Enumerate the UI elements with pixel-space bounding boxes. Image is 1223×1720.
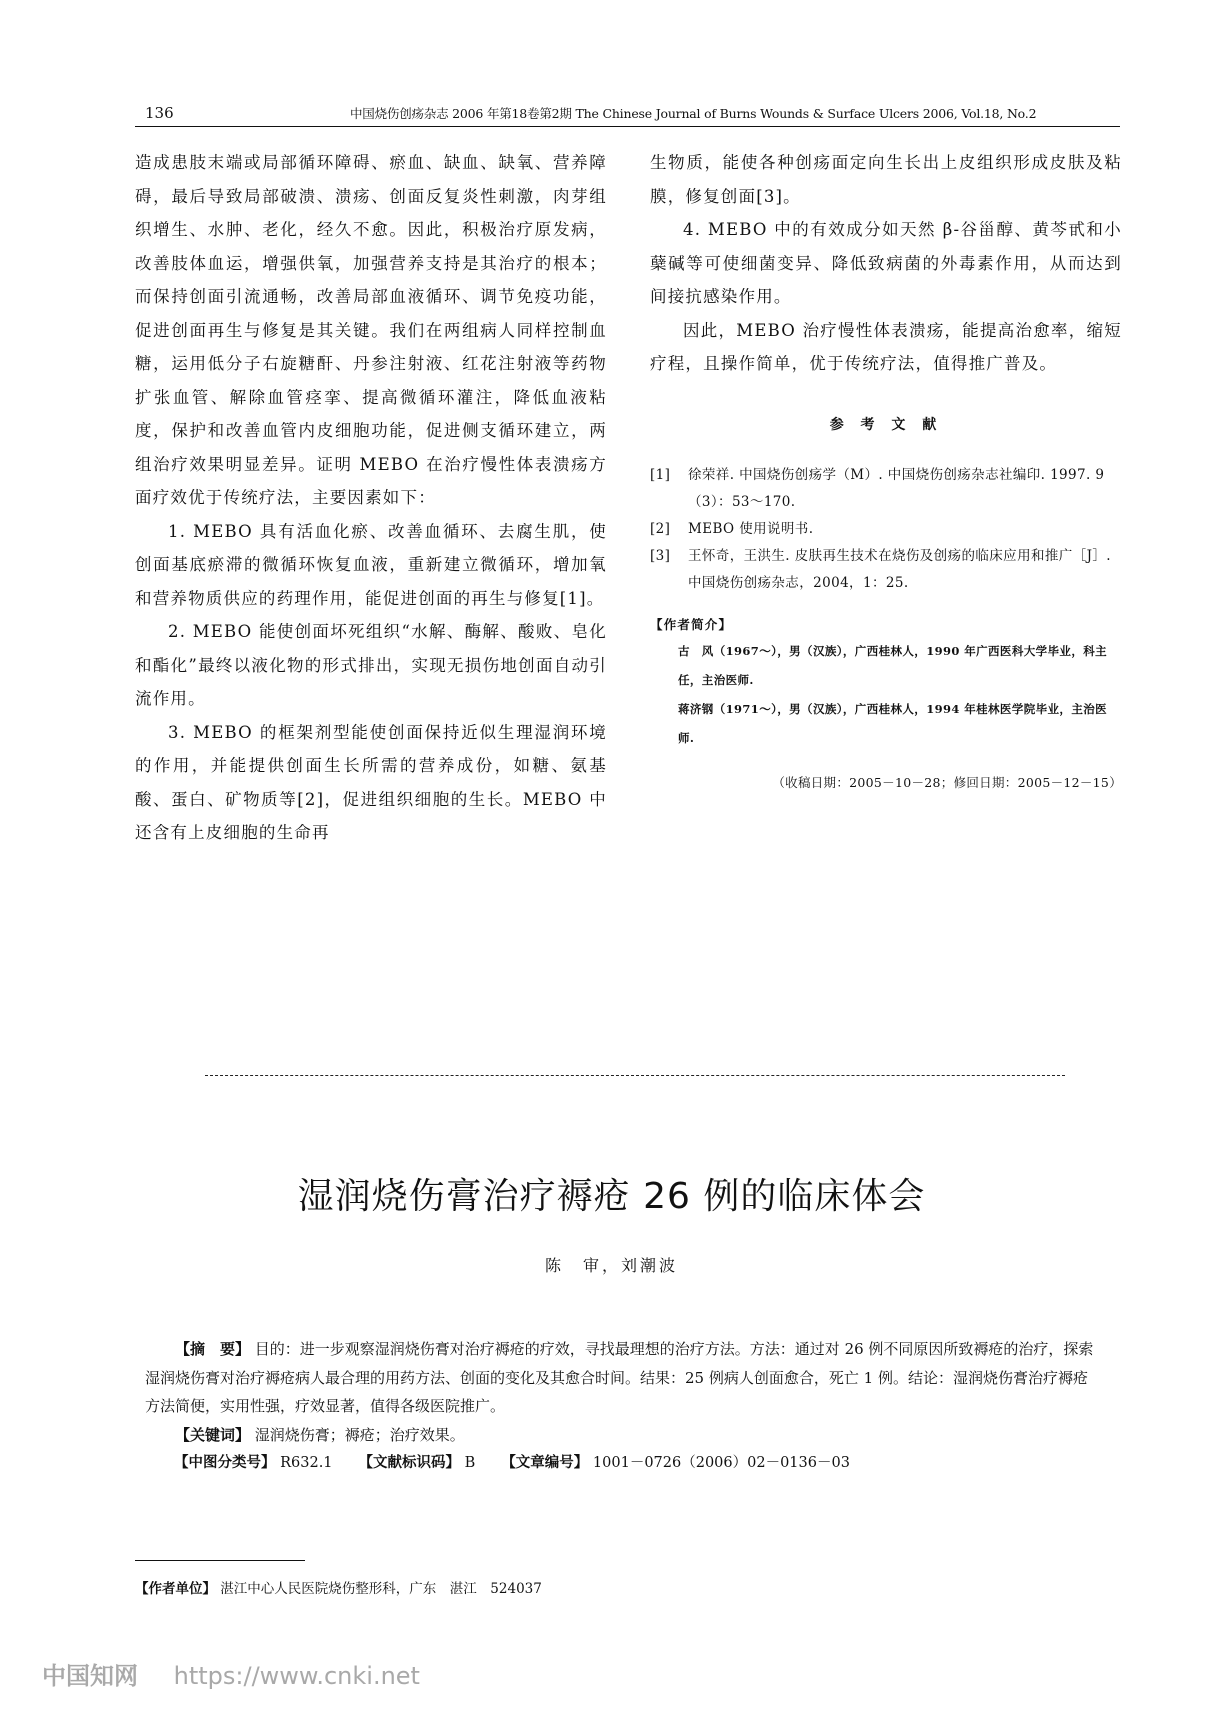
cnki-watermark: [42, 1656, 420, 1691]
affiliation-text: 湛江中心人民医院烧伤整形科，广东 湛江 524037: [220, 1581, 542, 1597]
reference-item: [650, 462, 1122, 516]
reference-item: [650, 543, 1122, 597]
received-date: （收稿日期：2005－10－28；修回日期：2005－12－15）: [772, 775, 1122, 790]
body-paragraph: 生物质，能使各种创疡面定向生长出上皮组织形成皮肤及粘膜，修复创面[3]。: [650, 153, 1122, 206]
body-paragraph: 3. MEBO 的框架剂型能使创面保持近似生理湿润环境的作用，并能提供创面生长所需的营养成份，如糖、氨基酸、蛋白、矿物质等[2]，促进组织细胞的生长。MEBO 中还含有上皮细胞的生命再: [135, 722, 607, 842]
reference-number: [2]: [650, 521, 671, 537]
reference-number: [3]: [650, 548, 671, 564]
affiliation-tag: 【作者单位】: [135, 1581, 216, 1597]
reference-text: 王怀奇，王洪生. 皮肤再生技术在烧伤及创疡的临床应用和推广［J］. 中国烧伤创疡杂志，2004，1：25.: [688, 548, 1111, 591]
article-title: 湿润烧伤膏治疗褥疮 26 例的临床体会: [297, 1176, 926, 1217]
body-paragraph: 1. MEBO 具有活血化瘀、改善血循环、去腐生肌，使创面基底瘀滞的微循环恢复血液，重新建立微循环，增加氧和营养物质供应的药理作用，能促进创面的再生与修复[1]。: [135, 521, 607, 608]
author-bio: 蒋济钢（1971～），男（汉族），广西桂林人，1994 年桂林医学院毕业，主治医师.: [678, 702, 1108, 745]
article-no-tag: 【文章编号】: [501, 1455, 589, 1471]
reference-number: [1]: [650, 467, 671, 483]
page-number: 136: [145, 104, 174, 122]
keywords-line: [145, 1421, 1095, 1450]
watermark-brand: 中国知网: [42, 1662, 138, 1690]
clc-tag: 【中图分类号】: [174, 1455, 276, 1471]
article-authors: 陈 审，刘潮波: [544, 1256, 678, 1275]
right-column: [650, 146, 1122, 795]
article-no-value: 1001－0726（2006）02－0136－03: [592, 1455, 850, 1471]
reference-list: [650, 462, 1122, 597]
abstract-tag: 【摘 要】: [175, 1340, 251, 1358]
classification-line: [145, 1449, 1095, 1478]
doc-code-value: B: [464, 1455, 476, 1471]
body-paragraph: 造成患肢末端或局部循环障碍、瘀血、缺血、缺氧、营养障碍，最后导致局部破溃、溃疡、创面反复炎性刺激，肉芽组织增生、水肿、老化，经久不愈。因此，积极治疗原发病，改善肢体血运，增强供氧，加强营养支持是其治疗的根本；而保持创面引流通畅，改善局部血液循环、调节免疫功能，促进创面再生与修复是其关键。我们在两组病人同样控制血糖，运用低分子右旋糖酐、丹参注射液、红花注射液等药物扩张血管、解除血管痉挛、提高微循环灌注，降低血液粘度，保护和改善血管内皮细胞功能，促进侧支循环建立，两组治疗效果明显差异。证明 MEBO 在治疗慢性体表溃疡方面疗效优于传统疗法，主要因素如下：: [135, 153, 607, 507]
reference-item: [650, 516, 1122, 543]
running-header: 中国烧伤创疡杂志 2006 年第18卷第2期 The Chinese Journal of Burns Wounds & Surface Ulcers 2006, Vol.18, No.2: [350, 106, 1037, 121]
body-paragraph: 2. MEBO 能使创面坏死组织“水解、酶解、酸败、皂化和酯化”最终以液化物的形式排出，实现无损伤地创面自动引流作用。: [135, 622, 607, 708]
doc-code-tag: 【文献标识码】: [358, 1455, 461, 1471]
abstract-text: 目的：进一步观察湿润烧伤膏对治疗褥疮的疗效，寻找最理想的治疗方法。方法：通过对 26 例不同原因所致褥疮的治疗，探索湿润烧伤膏对治疗褥疮病人最合理的用药方法、创面的变化及其愈合时间。结果：25 例病人创面愈合，死亡 1 例。结论：湿润烧伤膏治疗褥疮方法简便，实用性强，疗效显著，值得各级医院推广。: [145, 1340, 1094, 1415]
clc-value: R632.1: [280, 1455, 333, 1471]
abstract-paragraph: [145, 1335, 1095, 1421]
left-column: [135, 146, 607, 850]
author-bio-heading: 【作者简介】: [650, 617, 733, 632]
abstract-block: [145, 1335, 1095, 1478]
body-paragraph: 因此，MEBO 治疗慢性体表溃疡，能提高治愈率，缩短疗程，且操作简单，优于传统疗法，值得推广普及。: [650, 320, 1122, 373]
reference-text: MEBO 使用说明书.: [688, 521, 814, 537]
references-title: 参 考 文 献: [829, 416, 943, 433]
reference-text: 徐荣祥. 中国烧伤创疡学（M）. 中国烧伤创疡杂志社编印. 1997. 9（3）：53～170.: [688, 467, 1105, 510]
body-paragraph: 4. MEBO 中的有效成分如天然 β-谷甾醇、黄芩甙和小蘖碱等可使细菌变异、降低致病菌的外毒素作用，从而达到间接抗感染作用。: [650, 220, 1122, 306]
watermark-url: https://www.cnki.net: [173, 1662, 420, 1690]
author-bio: 古 风（1967～），男（汉族），广西桂林人，1990 年广西医科大学毕业，科主任，主治医师.: [678, 644, 1108, 687]
section-divider: [205, 1075, 1065, 1076]
author-bio-list: [650, 637, 1122, 753]
keywords-text: 湿润烧伤膏；褥疮；治疗效果。: [254, 1425, 465, 1444]
author-affiliation: [135, 1577, 542, 1597]
header-rule: [135, 126, 1120, 127]
footnote-rule: [135, 1560, 305, 1561]
keywords-tag: 【关键词】: [175, 1425, 251, 1444]
